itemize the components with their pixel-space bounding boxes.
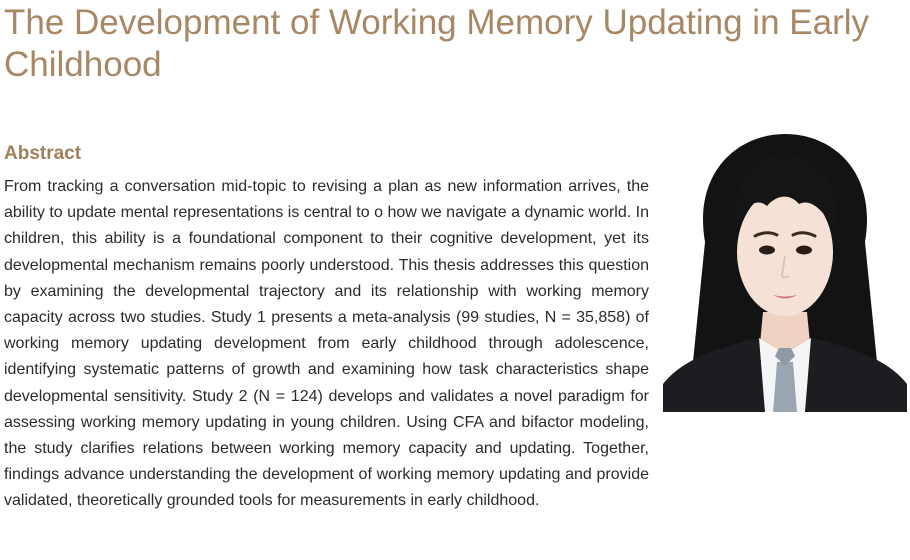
person-portrait-icon — [663, 132, 907, 412]
portrait-photo — [663, 132, 907, 412]
page-title: The Development of Working Memory Updating in Early Childhood — [4, 3, 870, 84]
abstract-heading: Abstract — [4, 143, 82, 164]
abstract-text: From tracking a conversation mid-topic to revising a plan as new information arrives, the ability to update mental representations is central to o how we navigate a dynamic world. In children, this ability is a foundational component to their cognitive development, yet its developmental mechanism remains poorly understood. This thesis addresses this question by examining the developmental trajectory and its relationship with working memory capacity across two studies. Study 1 presents a meta-analysis (99 studies, N = 35,858) of working memory updating development from early childhood through adolescence, identifying systematic patterns of growth and examining how task characteristics shape developmental sensitivity. Study 2 (N = 124) develops and validates a novel paradigm for assessing working memory updating in young children. Using CFA and bifactor modeling, the study clarifies relations between working memory capacity and updating. Together, findings advance understanding the development of working memory updating and provide validated, theoretically grounded tools for measurements in early childhood. — [4, 178, 649, 510]
